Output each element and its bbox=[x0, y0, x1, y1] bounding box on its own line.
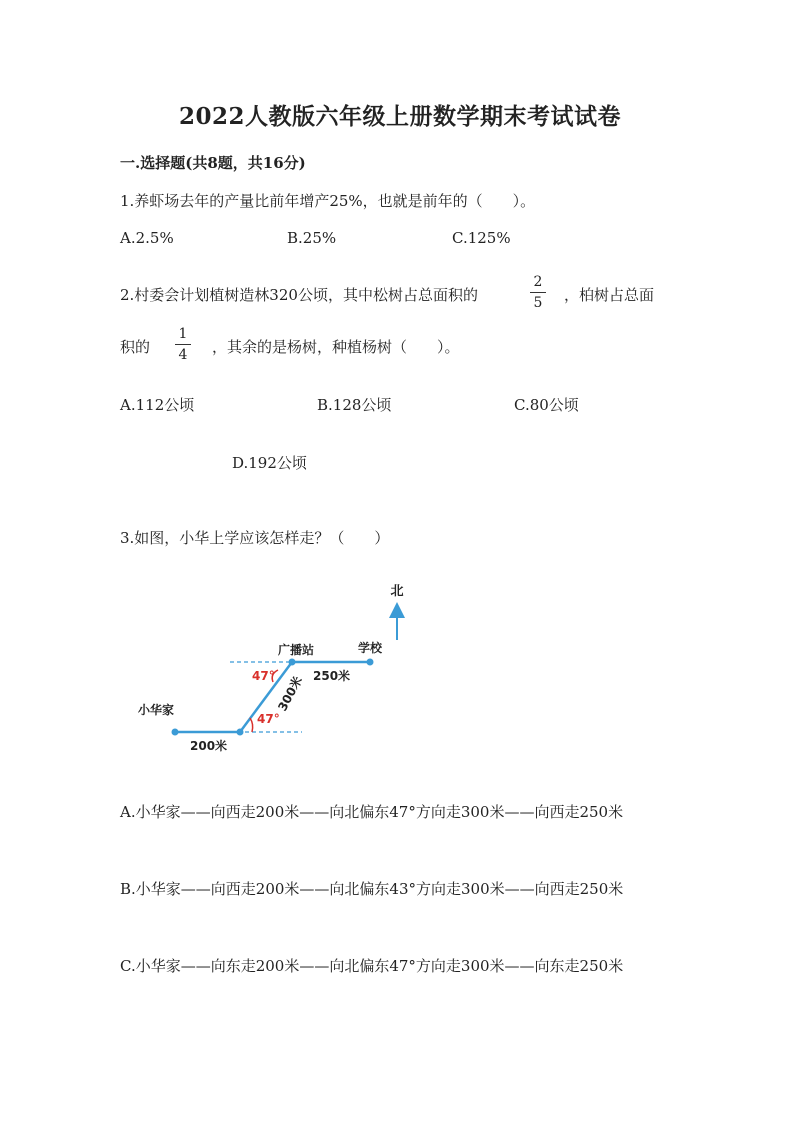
station-point bbox=[289, 659, 296, 666]
q2-option-b[interactable]: B.128公顷 bbox=[317, 396, 392, 414]
section-heading: 一.选择题(共8题，共16分) bbox=[120, 154, 306, 172]
distance-label-1: 200米 bbox=[190, 739, 228, 753]
q1-option-c[interactable]: C.125% bbox=[452, 229, 511, 247]
fraction-one-quarter bbox=[175, 326, 191, 363]
station-label: 广播站 bbox=[278, 643, 315, 657]
school-label: 学校 bbox=[358, 641, 383, 655]
question-3-stem: 3.如图，小华上学应该怎样走？（ ） bbox=[120, 529, 390, 547]
question-2-stem-part1: 2.村委会计划植树造林320公顷，其中松树占总面积的 bbox=[120, 286, 478, 304]
home-label: 小华家 bbox=[138, 703, 175, 717]
page-title: 2022人教版六年级上册数学期末考试试卷 bbox=[178, 103, 621, 130]
fraction-numerator: 1 bbox=[178, 326, 188, 342]
q3-option-c[interactable]: C.小华家——向东走200米——向北偏东47°方向走300米——向东走250米 bbox=[120, 957, 624, 975]
q2-option-d[interactable]: D.192公顷 bbox=[232, 454, 307, 472]
north-label: 北 bbox=[390, 584, 404, 599]
route-diagram bbox=[130, 570, 420, 760]
fraction-denominator: 4 bbox=[178, 347, 188, 363]
turn-point bbox=[237, 729, 244, 736]
fraction-two-fifths bbox=[530, 274, 546, 311]
q3-option-a[interactable]: A.小华家——向西走200米——向北偏东47°方向走300米——向西走250米 bbox=[120, 803, 624, 821]
q3-option-b[interactable]: B.小华家——向西走200米——向北偏东43°方向走300米——向西走250米 bbox=[120, 880, 624, 898]
fraction-numerator: 2 bbox=[533, 274, 543, 290]
question-2-stem-part4: ，其余的是杨树，种植杨树（ ）。 bbox=[212, 338, 460, 356]
q2-option-a[interactable]: A.112公顷 bbox=[120, 396, 195, 414]
fraction-bar bbox=[175, 344, 191, 345]
q1-option-b[interactable]: B.25% bbox=[287, 229, 337, 247]
question-2-stem-part2: ，柏树占总面 bbox=[564, 286, 655, 304]
fraction-denominator: 5 bbox=[533, 295, 543, 311]
q2-option-c[interactable]: C.80公顷 bbox=[514, 396, 579, 414]
home-point bbox=[172, 729, 179, 736]
angle-arc-bottom bbox=[250, 718, 253, 732]
question-2-stem-part3: 积的 bbox=[120, 338, 151, 356]
angle-label-top: 47° bbox=[252, 669, 275, 683]
school-point bbox=[367, 659, 374, 666]
distance-label-3: 250米 bbox=[313, 669, 351, 683]
angle-label-bottom: 47° bbox=[257, 712, 280, 726]
fraction-bar bbox=[530, 292, 546, 293]
distance-label-2: 300米 bbox=[275, 674, 306, 714]
question-1-stem: 1.养虾场去年的产量比前年增产25%，也就是前年的（ ）。 bbox=[120, 192, 536, 210]
q1-option-a[interactable]: A.2.5% bbox=[120, 229, 174, 247]
